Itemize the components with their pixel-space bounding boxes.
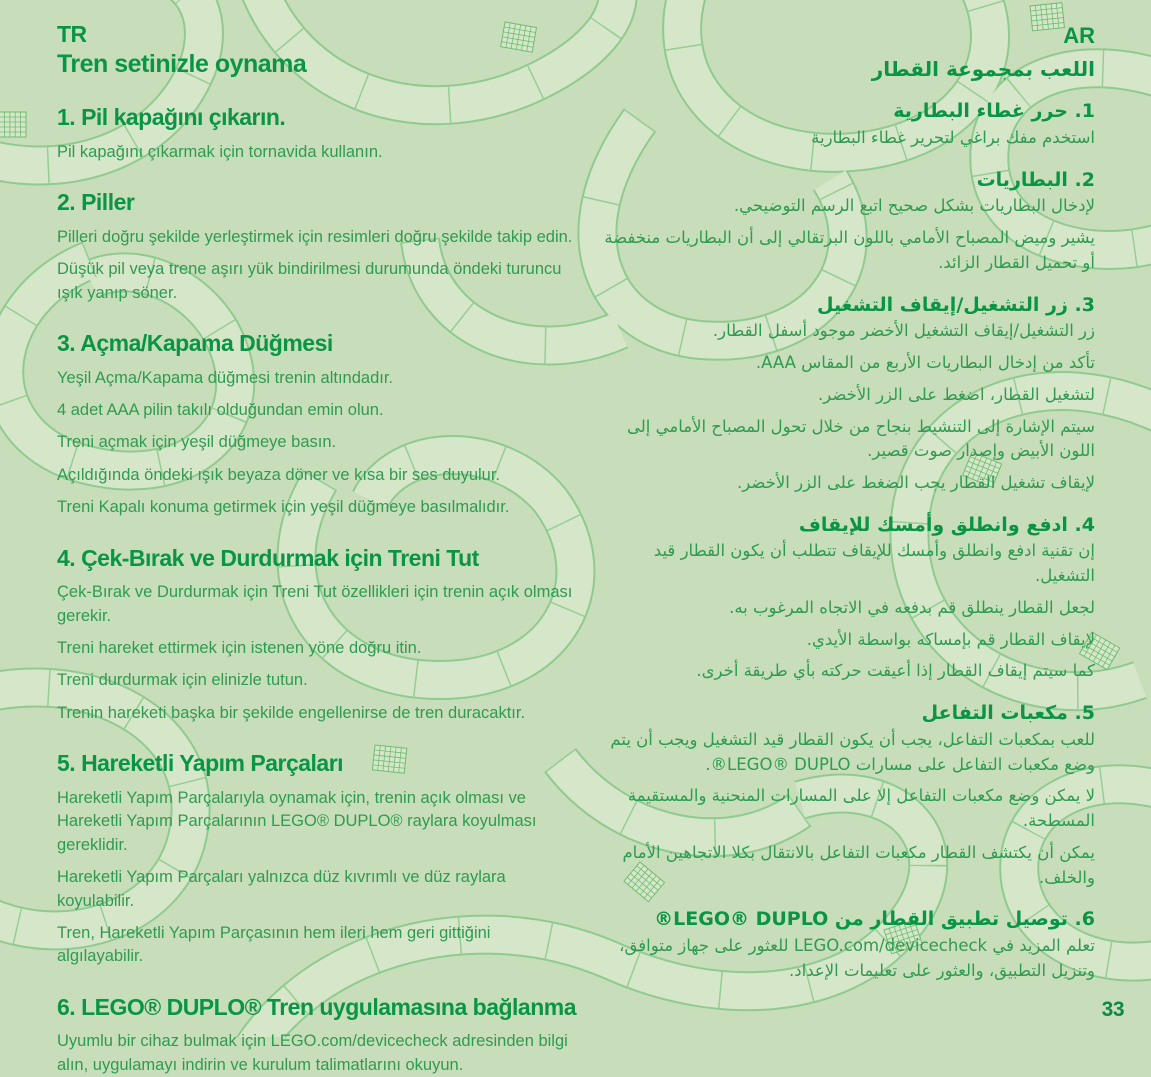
section-heading: 6. LEGO® DUPLO® Tren uygulamasına bağlanma — [57, 993, 577, 1020]
section-heading: 5. Hareketli Yapım Parçaları — [57, 750, 344, 777]
page-title-ar: اللعب بمجموعة القطار — [871, 57, 1095, 82]
ar-section-2 — [595, 168, 1095, 276]
tr-section-6 — [57, 994, 579, 1077]
section-heading: 1. حرر غطاء البطارية — [893, 100, 1095, 123]
section-paragraph: لإيقاف تشغيل القطار يجب الضغط على الزر الأخضر. — [736, 473, 1095, 492]
tr-section-5 — [57, 750, 579, 969]
ar-section-6 — [595, 907, 1095, 983]
section-paragraph: لا يمكن وضع مكعبات التفاعل إلا على المسارات المنحنية والمستقيمة المسطحة. — [627, 786, 1095, 831]
language-code-tr: TR — [57, 21, 87, 47]
section-paragraph: Tren, Hareketli Yapım Parçasının hem ileri hem geri gittiğini algılayabilir. — [57, 924, 491, 966]
section-paragraph: Açıldığında öndeki ışık beyaza döner ve kısa bir ses duyulur. — [57, 465, 501, 484]
section-heading: 4. Çek-Bırak ve Durdurmak için Treni Tut — [57, 544, 479, 571]
section-paragraph: لتشغيل القطار، اضغط على الزر الأخضر. — [817, 384, 1095, 404]
section-heading: 6. توصيل تطبيق القطار من LEGO® DUPLO® — [654, 908, 1095, 931]
section-paragraph: لإدخال البطاريات بشكل صحيح اتبع الرسم التوضيحي. — [733, 196, 1095, 216]
section-heading: 3. Açma/Kapama Düğmesi — [57, 329, 333, 356]
section-paragraph: Hareketli Yapım Parçaları yalnızca düz kıvrımlı ve düz raylara koyulabilir. — [57, 868, 506, 910]
ar-section-3 — [595, 293, 1095, 496]
section-paragraph: تعلم المزيد في LEGO.com/devicecheck للعثور على جهاز متوافق، وتنزيل التطبيق، والعثور على تعليمات الإعداد. — [619, 936, 1095, 980]
section-heading: 2. Piller — [57, 189, 135, 216]
section-heading: 4. ادفع وانطلق وأمسك للإيقاف — [798, 513, 1095, 536]
section-heading: 2. البطاريات — [976, 168, 1095, 191]
section-paragraph: يشير وميض المصباح الأمامي باللون البرتقالي إلى أن البطاريات منخفضة أو تحميل القطار الزائد. — [604, 228, 1095, 272]
section-paragraph: لجعل القطار ينطلق قم بدفعه في الاتجاه المرغوب به. — [729, 597, 1095, 617]
section-paragraph: Trenin hareketi başka bir şekilde engellenirse de tren duracaktır. — [57, 703, 526, 722]
section-paragraph: Düşük pil veya trene aşırı yük bindirilmesi durumunda öndeki turuncu ışık yanıp söner. — [57, 260, 562, 302]
tr-section-1 — [57, 104, 579, 164]
section-paragraph: لإيقاف القطار قم بإمساكه بواسطة الأيدي. — [806, 629, 1095, 649]
tr-section-2 — [57, 189, 579, 305]
tr-section-3 — [57, 330, 579, 520]
ar-section-1 — [595, 99, 1095, 150]
page-number: 33 — [1101, 998, 1124, 1021]
section-paragraph: Uyumlu bir cihaz bulmak için LEGO.com/devicecheck adresinden bilgi alın, uygulamayı indirin ve kurulum talimatlarını okuyun. — [57, 1032, 568, 1074]
section-paragraph: يمكن أن يكتشف القطار مكعبات التفاعل بالانتقال بكلا الاتجاهين الأمام والخلف. — [622, 842, 1095, 887]
section-paragraph: Treni hareket ettirmek için istenen yöne doğru itin. — [57, 639, 422, 658]
section-paragraph: استخدم مفك براغي لتحرير غطاء البطارية — [811, 127, 1095, 147]
section-paragraph: كما سيتم إيقاف القطار إذا أعيقت حركته بأي طريقة أخرى. — [696, 661, 1095, 681]
section-paragraph: للعب بمكعبات التفاعل، يجب أن يكون القطار قيد التشغيل ويجب أن يتم وضع مكعبات التفاعل على مسارات LEGO® DUPLO®. — [610, 729, 1095, 774]
tr-section-4 — [57, 545, 579, 726]
section-paragraph: تأكد من إدخال البطاريات الأربع من المقاس AAA. — [755, 353, 1095, 372]
section-paragraph: زر التشغيل/إيقاف التشغيل الأخضر موجود أسفل القطار. — [712, 321, 1095, 341]
section-paragraph: Yeşil Açma/Kapama düğmesi trenin altındadır. — [57, 368, 394, 387]
section-paragraph: سيتم الإشارة إلى التنشيط بنجاح من خلال تحول المصباح الأمامي إلى اللون الأبيض وإصدار صوت قصير. — [627, 416, 1095, 461]
section-paragraph: Treni açmak için yeşil düğmeye basın. — [57, 433, 337, 452]
section-heading: 1. Pil kapağını çıkarın. — [57, 104, 286, 131]
page-title-tr: Tren setinizle oynama — [57, 50, 307, 79]
section-paragraph: Çek-Bırak ve Durdurmak için Treni Tut özellikleri için trenin açık olması gerekir. — [57, 583, 573, 625]
section-heading: 5. مكعبات التفاعل — [921, 702, 1095, 725]
section-paragraph: Hareketli Yapım Parçalarıyla oynamak için, trenin açık olması ve Hareketli Yapım Parçalarının LEGO® DUPLO® raylara koyulması gereklidir. — [57, 788, 537, 854]
turkish-column — [57, 22, 579, 1077]
section-paragraph: إن تقنية ادفع وانطلق وأمسك للإيقاف تتطلب أن يكون القطار قيد التشغيل. — [653, 541, 1095, 586]
section-paragraph: Treni Kapalı konuma getirmek için yeşil düğmeye basılmalıdır. — [57, 498, 510, 517]
section-paragraph: Pil kapağını çıkarmak için tornavida kullanın. — [57, 142, 383, 161]
ar-section-4 — [595, 513, 1095, 684]
arabic-column — [595, 24, 1095, 984]
section-paragraph: 4 adet AAA pilin takılı olduğundan emin olun. — [57, 400, 384, 419]
section-paragraph: Treni durdurmak için elinizle tutun. — [57, 671, 308, 690]
section-heading: 3. زر التشغيل/إيقاف التشغيل — [817, 293, 1095, 316]
language-code-ar: AR — [1063, 23, 1095, 48]
section-paragraph: Pilleri doğru şekilde yerleştirmek için resimleri doğru şekilde takip edin. — [57, 227, 573, 246]
ar-section-5 — [595, 701, 1095, 890]
